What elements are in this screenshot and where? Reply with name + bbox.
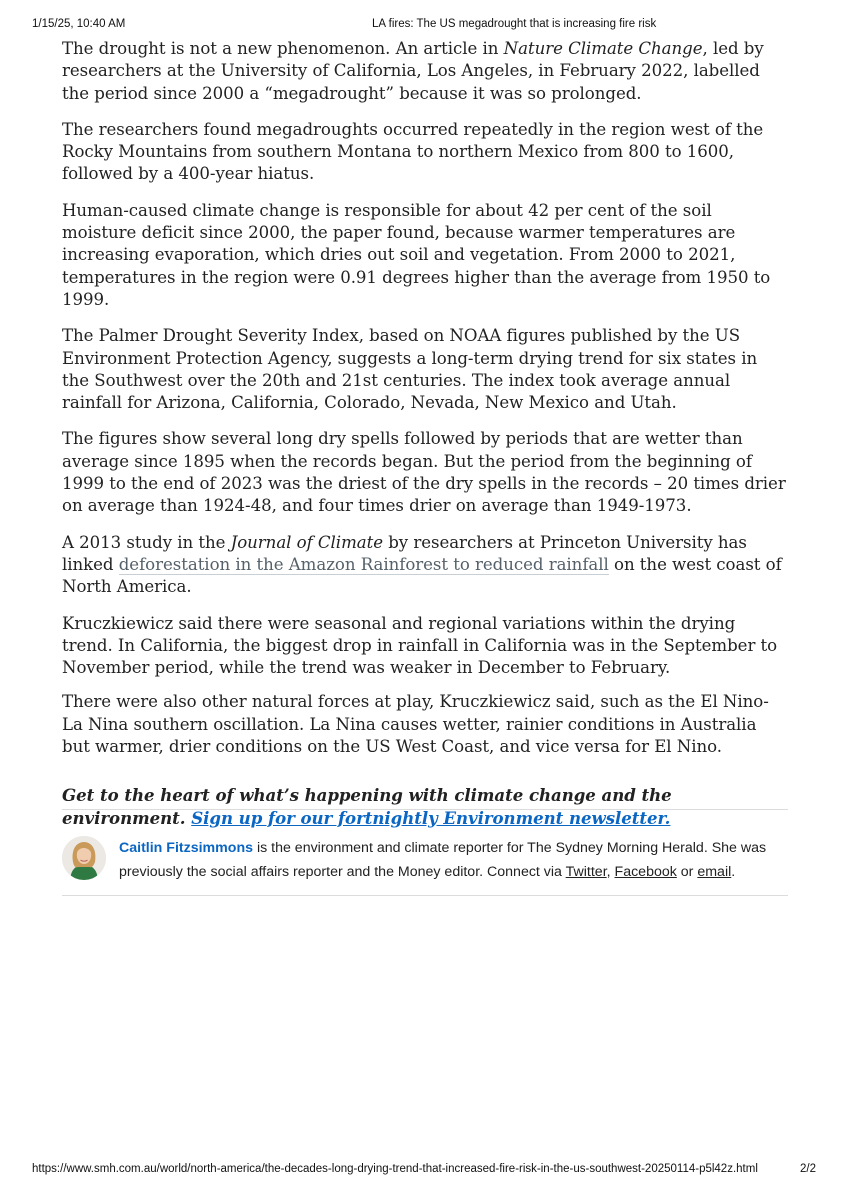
author-bio-text: is the environment and climate reporter for The Sydney Morning Herald. She was previously the social affairs reporter and the Money editor. Connect via [119,840,767,880]
print-datetime: 1/15/25, 10:40 AM [32,18,126,30]
print-header [32,18,816,34]
paragraph-8: There were also other natural forces at play, Kruczkiewicz said, such as the El Nino-La Nina southern oscillation. La Nina causes wetter, rainier conditions in Australia but warmer, drier conditions on the US West Coast, and vice versa for El Nino. [62,692,769,757]
article-body [62,38,788,843]
author-bio-or: or [676,864,698,880]
print-page-number: 2/2 [800,1163,816,1175]
author-avatar [62,836,106,880]
print-page-title: LA fires: The US megadrought that is increasing fire risk [372,18,657,30]
paragraph-1-text-a: The drought is not a new phenomenon. An article in [62,39,504,58]
paragraph-6-text-c: on the west coast of North America. [62,554,782,597]
author-twitter-link[interactable]: Twitter [565,864,607,880]
paragraph-3: Human-caused climate change is responsible for about 42 per cent of the soil moisture deficit since 2000, the paper found, because warmer temperatures are increasing evaporation, which dries out soil and vegetation. From 2000 to 2021, temperatures in the region were 0.91 degrees higher than the average from 1950 to 1999. [62,200,771,309]
author-email-link[interactable]: email [697,864,732,880]
paragraph-4: The Palmer Drought Severity Index, based on NOAA figures published by the US Environment Protection Agency, suggests a long-term drying trend for six states in the Southwest over the 20th and 21st centuries. The index took average annual rainfall for Arizona, California, Colorado, Nevada, New Mexico and Utah. [62,326,758,413]
paragraph-6-text-a: A 2013 study in the [62,532,231,552]
author-divider-bottom [62,895,788,896]
paragraph-1 [62,38,788,105]
paragraph-1-text-b: , led by researchers at the University of California, Los Angeles, in February 2022, labelled the period since 2000 a “megadrought” because it was so prolonged. [62,39,764,103]
paragraph-6-text-b: by researchers at Princeton University has linked [62,532,747,574]
author-divider-top [62,809,788,810]
author-photo-icon [62,836,106,880]
paragraph-7: Kruczkiewicz said there were seasonal and regional variations within the drying trend. In California, the biggest drop in rainfall in California was in the September to November period, while the trend was weaker in December to February. [62,613,778,678]
newsletter-signup-link[interactable]: Sign up for our fortnightly Environment newsletter. [191,807,671,828]
author-bio-box [62,836,788,884]
paragraph-2: The researchers found megadroughts occurred repeatedly in the region west of the Rocky Mountains from southern Montana to northern Mexico from 800 to 1600, followed by a 400-year hiatus. [62,119,764,184]
author-bio-end: . [731,864,736,880]
author-name-link[interactable]: Caitlin Fitzsimmons [119,840,254,856]
paragraph-5: The figures show several long dry spells followed by periods that are wetter than average since 1895 when the records began. But the period from the beginning of 1999 to the end of 2023 was the driest of the dry spells in the records – 20 times drier on average than 1924-48, and four times drier on average than 1949-1973. [62,429,786,516]
print-page-url: https://www.smh.com.au/world/north-america/the-decades-long-drying-trend-that-increased-fire-risk-in-the-us-southwest-20250114-p5l42z.html [32,1163,758,1175]
paragraph-6 [62,532,788,599]
author-bio [119,836,789,884]
newsletter-promo [62,784,788,829]
print-footer [32,1163,816,1179]
amazon-deforestation-link[interactable]: deforestation in the Amazon Rainforest to reduced rainfall [118,554,609,574]
author-bio-separator: , [606,864,615,880]
journal-of-climate: Journal of Climate [230,532,383,552]
author-facebook-link[interactable]: Facebook [614,864,677,880]
journal-nature-climate-change: Nature Climate Change [503,39,703,58]
newsletter-promo-text: Get to the heart of what’s happening with climate change and the environment. [62,785,672,828]
